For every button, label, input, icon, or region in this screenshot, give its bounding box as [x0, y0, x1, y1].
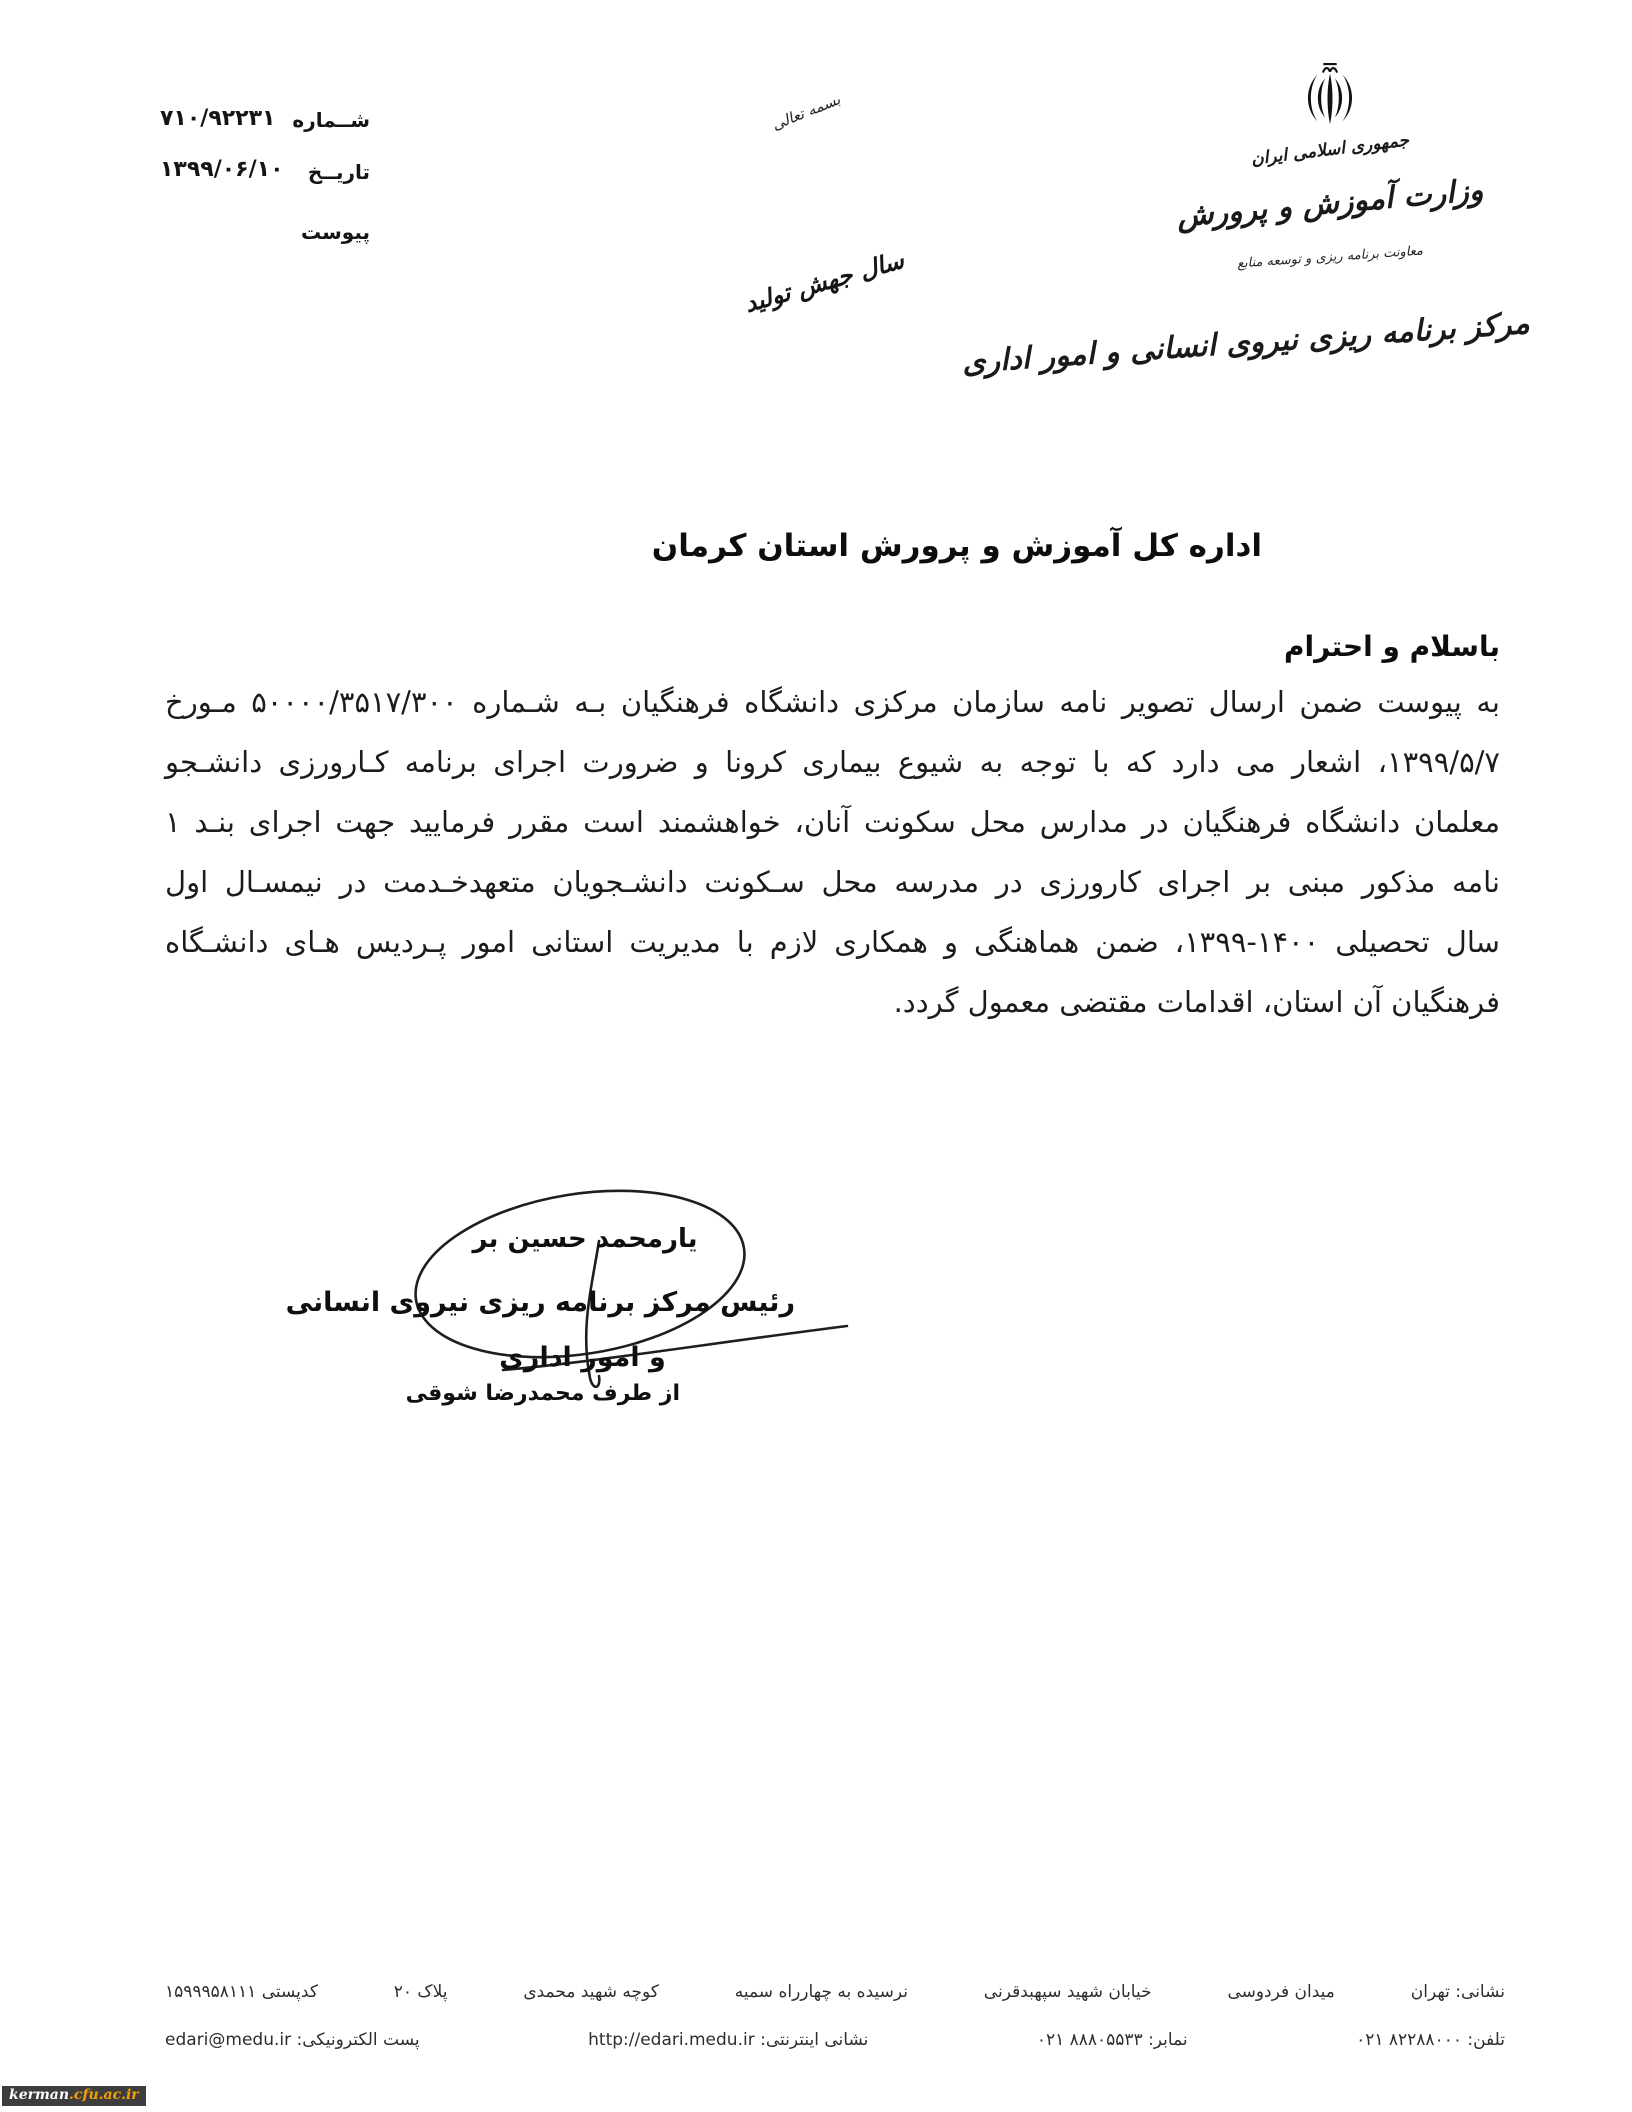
footer-address-segment: میدان فردوسی	[1227, 1982, 1335, 2002]
footer-contact-line	[165, 2030, 1505, 2050]
date-label: تاريــخ	[307, 160, 370, 184]
recipient-heading: اداره کل آموزش و پرورش استان کرمان	[651, 528, 1262, 564]
footer-fax	[1037, 2030, 1188, 2050]
footer-fax-label: نمابر:	[1148, 2030, 1188, 2050]
footer-phone-value: ۰۲۱ ۸۲۲۸۸۰۰۰	[1356, 2030, 1462, 2050]
site-watermark	[2, 2086, 146, 2106]
signer-on-behalf: از طرف محمدرضا شوقی	[405, 1381, 680, 1406]
footer-address-segment: پلاک ۲۰	[393, 1982, 448, 2002]
watermark-suffix: .cfu.ac.ir	[69, 2087, 139, 2103]
salutation-heading: باسلام و احترام	[1284, 630, 1500, 663]
body-line: نامه مذکور مبنی بر اجرای کارورزی در مدرسه محل سـکونت دانشـجویان متعهدخـدمت در نیمسـال اول	[165, 865, 1500, 899]
letter-body	[165, 672, 1500, 1032]
slogan-text: سال جهش تولید	[741, 245, 907, 319]
footer-address-segment: نرسیده به چهارراه سمیه	[734, 1982, 908, 2002]
footer-phone	[1356, 2030, 1505, 2050]
besmele-text: بسمه تعالی	[769, 90, 843, 134]
header-ministry: وزارت آموزش و پرورش	[1175, 172, 1485, 235]
footer-address-segment: کوچه شهید محمدی	[523, 1982, 659, 2002]
footer-email-label: پست الکترونیکی:	[296, 2030, 420, 2050]
footer-address-segment: خیابان شهید سپهبدقرنی	[983, 1982, 1152, 2002]
signer-title-line2: و امور اداری	[499, 1342, 666, 1373]
header-country: جمهوری اسلامی ایران	[1249, 130, 1411, 170]
footer-phone-label: تلفن:	[1467, 2030, 1505, 2050]
header-center-name: مرکز برنامه ریزی نیروی انسانی و امور اداری	[960, 305, 1531, 381]
number-label: شــماره	[292, 108, 370, 132]
body-line: سال تحصیلی ۱۴۰۰-۱۳۹۹، ضمن هماهنگی و همکاری لازم با مدیریت استانی امور پـردیس هـای دانشـگاه	[165, 925, 1500, 959]
signer-name: یارمحمد حسین بر	[472, 1224, 698, 1254]
watermark-prefix: kerman	[9, 2087, 70, 2103]
footer-fax-value: ۰۲۱ ۸۸۸۰۵۵۳۳	[1036, 2030, 1143, 2050]
footer-address-segment: نشانی: تهران	[1410, 1982, 1505, 2002]
footer-website-value: http://edari.medu.ir	[588, 2030, 755, 2050]
footer-website-label: نشانی اینترنتی:	[760, 2030, 869, 2050]
footer-email	[165, 2030, 420, 2050]
footer-address-segment: کدپستی ۱۵۹۹۹۵۸۱۱۱	[165, 1982, 318, 2002]
iran-emblem-icon	[1299, 62, 1361, 132]
footer-email-value: edari@medu.ir	[165, 2030, 292, 2050]
header-deputy: معاونت برنامه ریزی و توسعه منابع	[1236, 243, 1424, 272]
footer-address-line	[165, 1982, 1505, 2002]
body-line: معلمان دانشگاه فرهنگیان در مدارس محل سکونت آنان، خواهشمند است مقرر فرمایید جهت اجرای بنـد ۱	[165, 805, 1500, 839]
body-line: ۱۳۹۹/۵/۷، اشعار می دارد که با توجه به شیوع بیماری کرونا و ضرورت اجرای برنامه کـارورزی دانشـجو	[165, 745, 1500, 779]
attachment-label: پيوست	[300, 220, 370, 244]
number-value: ۷۱۰/۹۲۲۳۱	[160, 106, 276, 131]
date-value: ۱۳۹۹/۰۶/۱۰	[160, 157, 284, 182]
body-line: فرهنگیان آن استان، اقدامات مقتضی معمول گردد.	[893, 985, 1500, 1019]
footer-website	[588, 2030, 868, 2050]
body-line: به پیوست ضمن ارسال تصویر نامه سازمان مرکزی دانشگاه فرهنگیان بـه شـماره ۵۰۰۰۰/۳۵۱۷/۳۰۰ مـورخ	[165, 685, 1500, 719]
signer-title-line1: رئیس مرکز برنامه ریزی نیروی انسانی	[285, 1287, 795, 1318]
